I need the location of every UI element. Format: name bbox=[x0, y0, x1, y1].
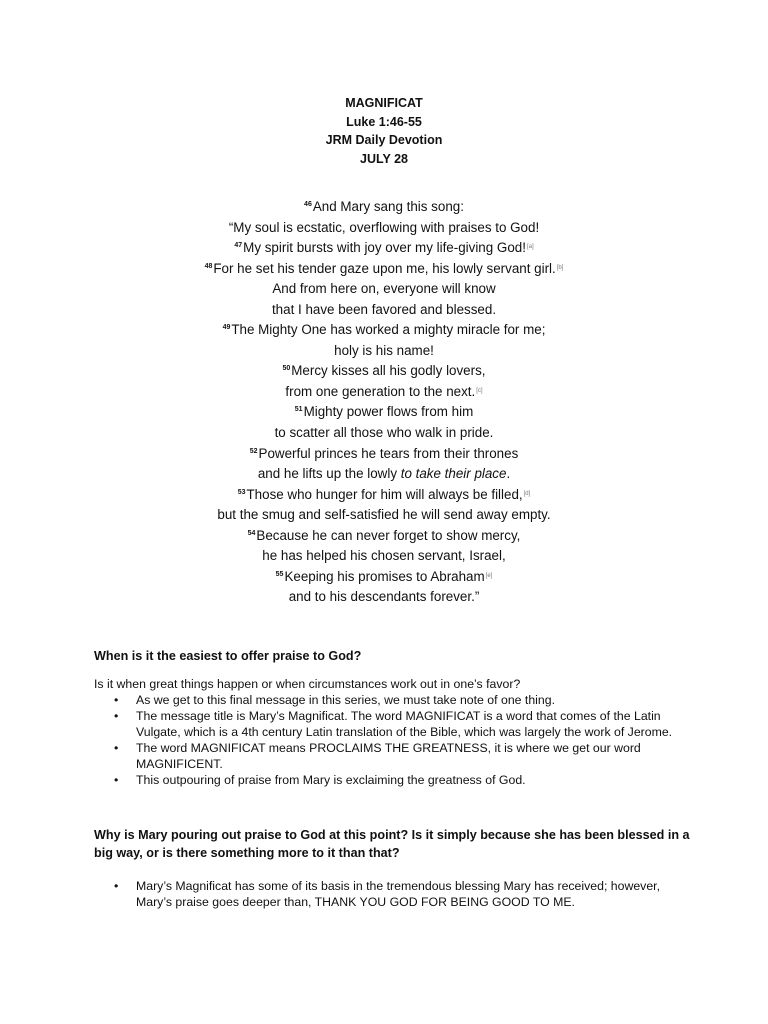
verse-line bbox=[0, 300, 768, 321]
verse-text: holy is his name! bbox=[334, 342, 434, 358]
verse-text: Mighty power flows from him bbox=[303, 404, 474, 420]
series-name: JRM Daily Devotion bbox=[325, 133, 443, 147]
list-item bbox=[94, 708, 674, 740]
list-item bbox=[94, 878, 684, 910]
footnote-link[interactable]: [b] bbox=[556, 264, 564, 271]
bullet-list-1 bbox=[94, 692, 674, 788]
verse-line bbox=[0, 320, 768, 341]
verse-number: 55 bbox=[275, 570, 284, 578]
verse-line bbox=[0, 444, 768, 465]
list-item-text: Mary’s Magnificat has some of its basis in the tremendous blessing Mary has received; however, Mary’s praise goes deeper than, THANK YOU GOD FOR BEING GOOD TO ME. bbox=[136, 879, 660, 909]
list-item-text: As we get to this final message in this series, we must take note of one thing. bbox=[136, 693, 555, 707]
verse-line bbox=[0, 485, 768, 506]
verse-text: that I have been favored and blessed. bbox=[271, 301, 497, 317]
verse-line bbox=[0, 587, 768, 608]
verse-line bbox=[0, 402, 768, 423]
verse-line bbox=[0, 567, 768, 588]
verse-line bbox=[0, 546, 768, 567]
verse-text: but the smug and self-satisfied he will send away empty. bbox=[217, 507, 551, 523]
verse-text: he has helped his chosen servant, Israel, bbox=[262, 548, 506, 564]
verse-number: 48 bbox=[204, 262, 213, 270]
verse-text: For he set his tender gaze upon me, his lowly servant girl. bbox=[213, 260, 556, 276]
verse-text: And Mary sang this song: bbox=[312, 199, 464, 214]
bullet-icon: • bbox=[114, 693, 119, 707]
verse-line bbox=[0, 218, 768, 239]
list-item-text: This outpouring of praise from Mary is exclaiming the greatness of God. bbox=[136, 773, 526, 787]
verse-text: My spirit bursts with joy over my life-giving God! bbox=[243, 240, 526, 256]
verse-line bbox=[0, 238, 768, 259]
scripture-passage bbox=[0, 197, 768, 608]
list-item bbox=[94, 692, 674, 708]
verse-number: 53 bbox=[237, 488, 246, 496]
bullet-icon: • bbox=[114, 709, 119, 723]
list-item bbox=[94, 772, 674, 788]
verse-text: from one generation to the next. bbox=[285, 383, 476, 399]
verse-text: Powerful princes he tears from their thrones bbox=[258, 445, 519, 461]
verse-line bbox=[0, 423, 768, 444]
verse-text: and he lifts up the lowly bbox=[257, 466, 398, 482]
bullet-icon: • bbox=[114, 879, 119, 893]
verse-text: Because he can never forget to show mercy, bbox=[256, 527, 521, 543]
verse-number: 50 bbox=[282, 365, 291, 373]
verse-line bbox=[0, 259, 768, 280]
verse-line bbox=[0, 279, 768, 300]
verse-italic-text: to take their place bbox=[400, 466, 507, 482]
page-title: MAGNIFICAT bbox=[345, 96, 423, 110]
verse-line bbox=[0, 361, 768, 382]
verse-text: And from here on, everyone will know bbox=[272, 281, 496, 297]
footnote-link[interactable]: [e] bbox=[485, 572, 493, 579]
verse-number: 49 bbox=[222, 324, 231, 332]
verse-number: 47 bbox=[234, 242, 243, 250]
verse-text: to scatter all those who walk in pride. bbox=[274, 425, 494, 441]
verse-number: 54 bbox=[247, 529, 256, 537]
footnote-link[interactable]: [d] bbox=[523, 490, 531, 497]
verse-text: Keeping his promises to Abraham bbox=[284, 568, 485, 584]
verse-line bbox=[0, 526, 768, 547]
verse-text: and to his descendants forever.” bbox=[288, 589, 480, 605]
verse-line bbox=[0, 464, 768, 485]
section-question-1: When is it the easiest to offer praise to God? bbox=[94, 649, 362, 663]
scripture-reference: Luke 1:46-55 bbox=[346, 114, 422, 129]
devotion-date: JULY 28 bbox=[360, 151, 408, 166]
verse-number: 52 bbox=[249, 447, 258, 455]
verse-text: Those who hunger for him will always be filled, bbox=[246, 486, 523, 502]
list-item-text: The message title is Mary’s Magnificat. The word MAGNIFICAT is a word that comes of the Latin Vulgate, which is a 4th century Latin translation of the Bible, which was largely the work of Jerome. bbox=[136, 709, 673, 739]
list-item-text: The word MAGNIFICAT means PROCLAIMS THE GREATNESS, it is where we get our word MAGNIFICENT. bbox=[136, 741, 641, 771]
verse-line bbox=[0, 197, 768, 218]
verse-line bbox=[0, 505, 768, 526]
list-item bbox=[94, 740, 674, 772]
verse-number: 46 bbox=[304, 201, 312, 208]
verse-line bbox=[0, 341, 768, 362]
bullet-icon: • bbox=[114, 741, 119, 755]
intro-paragraph: Is it when great things happen or when circumstances work out in one’s favor? bbox=[94, 677, 521, 691]
verse-text: “My soul is ecstatic, overflowing with praises to God! bbox=[228, 219, 540, 235]
devotion-header bbox=[0, 94, 768, 168]
footnote-link[interactable]: [a] bbox=[526, 244, 534, 251]
verse-text: Mercy kisses all his godly lovers, bbox=[291, 363, 486, 379]
verse-line bbox=[0, 382, 768, 403]
verse-punctuation: . bbox=[506, 466, 511, 482]
footnote-link[interactable]: [c] bbox=[476, 387, 483, 394]
bullet-list-2 bbox=[94, 878, 684, 910]
bullet-icon: • bbox=[114, 773, 119, 787]
section-question-2: Why is Mary pouring out praise to God at this point? Is it simply because she has been blessed in a big way, or is there something more to it than that? bbox=[94, 828, 690, 860]
verse-number: 51 bbox=[294, 406, 303, 414]
verse-text: The Mighty One has worked a mighty miracle for me; bbox=[231, 322, 546, 338]
